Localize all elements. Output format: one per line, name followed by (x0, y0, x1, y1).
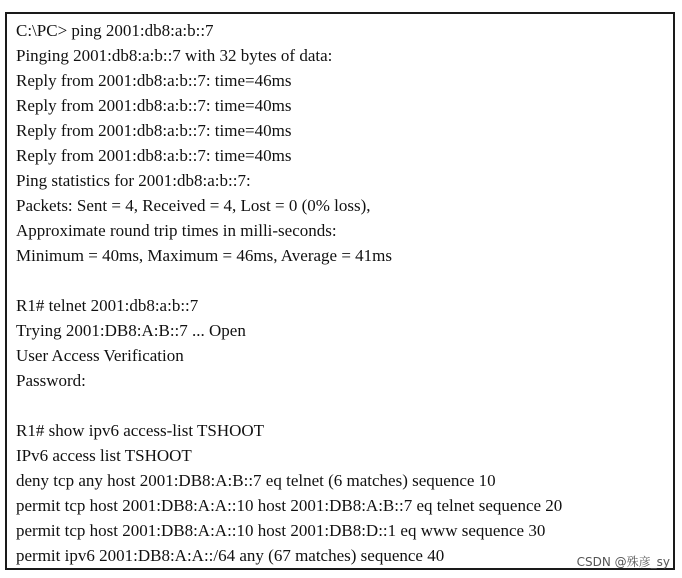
terminal-frame (5, 12, 675, 570)
terminal-line: User Access Verification (16, 346, 184, 365)
terminal-line: Reply from 2001:db8:a:b::7: time=40ms (16, 121, 292, 140)
terminal-line: C:\PC> ping 2001:db8:a:b::7 (16, 21, 214, 40)
terminal-line: Reply from 2001:db8:a:b::7: time=40ms (16, 146, 292, 165)
watermark-text: CSDN @殊彦_sy (576, 555, 670, 569)
terminal-line: IPv6 access list TSHOOT (16, 446, 192, 465)
terminal-line: R1# telnet 2001:db8:a:b::7 (16, 296, 199, 315)
terminal-line: Approximate round trip times in milli-seconds: (16, 221, 337, 240)
terminal-line: Trying 2001:DB8:A:B::7 ... Open (16, 321, 246, 340)
terminal-line: Packets: Sent = 4, Received = 4, Lost = 0 (0% loss), (16, 196, 371, 215)
terminal-line: Pinging 2001:db8:a:b::7 with 32 bytes of data: (16, 46, 333, 65)
terminal-line: permit ipv6 2001:DB8:A:A::/64 any (67 matches) sequence 40 (16, 546, 445, 565)
terminal-line: Reply from 2001:db8:a:b::7: time=40ms (16, 96, 292, 115)
terminal-line: Reply from 2001:db8:a:b::7: time=46ms (16, 71, 292, 90)
terminal-line: permit tcp host 2001:DB8:A:A::10 host 2001:DB8:A:B::7 eq telnet sequence 20 (16, 496, 563, 515)
terminal-line: R1# show ipv6 access-list TSHOOT (16, 421, 265, 440)
terminal-line: permit tcp host 2001:DB8:A:A::10 host 2001:DB8:D::1 eq www sequence 30 (16, 521, 546, 540)
terminal-line: deny tcp any host 2001:DB8:A:B::7 eq telnet (6 matches) sequence 10 (16, 471, 496, 490)
terminal-output (16, 18, 669, 568)
terminal-line: Minimum = 40ms, Maximum = 46ms, Average = 41ms (16, 246, 392, 265)
terminal-blank-line (16, 268, 669, 293)
terminal-line: Ping statistics for 2001:db8:a:b::7: (16, 171, 251, 190)
terminal-blank-line (16, 393, 669, 418)
terminal-line: Password: (16, 371, 86, 390)
